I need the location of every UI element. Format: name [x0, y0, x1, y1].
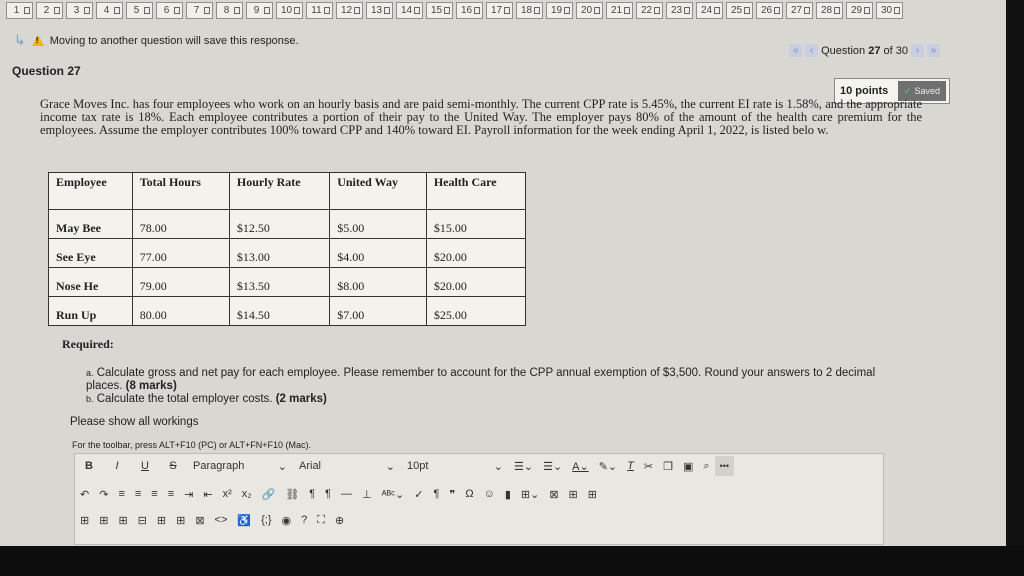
spellcheck-icon[interactable]: ᴬᴮᶜ⌄	[381, 488, 405, 501]
question-nav-button[interactable]: 15	[426, 2, 453, 19]
question-nav-button[interactable]: 5	[126, 2, 153, 19]
table-header: United Way	[330, 173, 427, 210]
table-cell: See Eye	[49, 239, 133, 268]
first-question-icon[interactable]: «	[789, 44, 802, 57]
question-nav-button[interactable]: 30	[876, 2, 903, 19]
table-cell: 80.00	[132, 297, 229, 326]
last-question-icon[interactable]: »	[927, 44, 940, 57]
font-select[interactable]: Arial ⌄	[299, 460, 395, 473]
chevron-down-icon: ⌄	[277, 460, 287, 473]
table-delete-row-icon[interactable]: ⊞	[118, 514, 128, 527]
table-header: Health Care	[426, 173, 525, 210]
table-header: Employee	[49, 173, 133, 210]
table-cell: $4.00	[330, 239, 427, 268]
rtl-icon[interactable]: ¶	[325, 488, 332, 500]
question-nav-button[interactable]: 18	[516, 2, 543, 19]
required-label: Required:	[62, 337, 114, 351]
question-pager	[789, 44, 940, 57]
table-cell: $14.50	[229, 297, 329, 326]
save-notice	[14, 32, 299, 49]
question-nav-button[interactable]: 27	[786, 2, 813, 19]
table-cell: $13.00	[229, 239, 329, 268]
subscript-icon[interactable]: x₂	[241, 488, 252, 500]
variable-icon[interactable]: {;}	[261, 514, 272, 526]
points-value: 10 points	[840, 85, 889, 97]
table-row	[49, 297, 526, 326]
table-grid-icon[interactable]: ⊞	[568, 488, 578, 501]
table-row-above-icon[interactable]: ⊞	[80, 514, 90, 527]
flag-box-icon	[834, 7, 840, 14]
code-icon[interactable]: <>	[214, 514, 228, 526]
table-cell: $20.00	[426, 239, 525, 268]
question-nav-button[interactable]: 22	[636, 2, 663, 19]
question-nav-button[interactable]: 29	[846, 2, 873, 19]
strikethrough-button[interactable]: S	[169, 460, 177, 472]
table-header: Total Hours	[132, 173, 229, 210]
undo-icon[interactable]: ↶	[80, 488, 90, 501]
copy-icon[interactable]: ❐	[663, 460, 673, 473]
paragraph-select[interactable]: Paragraph ⌄	[193, 460, 287, 473]
table-col-after-icon[interactable]: ⊞	[156, 514, 167, 527]
question-nav-button[interactable]: 3	[66, 2, 93, 19]
question-nav-button[interactable]: 1	[6, 2, 33, 19]
warning-icon: !	[32, 35, 44, 46]
fullscreen-icon[interactable]: ⛶	[317, 513, 325, 526]
question-nav-button[interactable]: 8	[216, 2, 243, 19]
question-nav-button[interactable]: 19	[546, 2, 573, 19]
table-cell: $15.00	[426, 210, 525, 239]
flag-box-icon	[564, 7, 570, 14]
rich-text-editor[interactable]	[74, 453, 884, 545]
question-nav-button[interactable]: 23	[666, 2, 693, 19]
more-options-button[interactable]: •••	[715, 456, 734, 476]
requirements-list	[86, 367, 886, 406]
justify-icon[interactable]: ≡	[167, 488, 175, 500]
flag-box-icon	[204, 7, 210, 14]
add-icon[interactable]: ⊕	[334, 514, 345, 527]
flag-box-icon	[624, 7, 630, 14]
check-icon[interactable]: ✓	[414, 488, 424, 501]
table-icon[interactable]: ⊞⌄	[520, 488, 540, 501]
question-nav-button[interactable]: 13	[366, 2, 393, 19]
flag-box-icon	[504, 7, 510, 14]
question-title: Question 27	[12, 64, 81, 78]
table-cell: May Bee	[49, 210, 133, 239]
flag-box-icon	[714, 7, 720, 14]
question-nav-button[interactable]: 10	[276, 2, 303, 19]
table-cols-icon[interactable]: ⊞	[587, 488, 597, 501]
table-cell: Run Up	[49, 297, 133, 326]
flag-box-icon	[174, 7, 180, 14]
table-row	[49, 210, 526, 239]
question-nav-button[interactable]: 4	[96, 2, 123, 19]
flag-box-icon	[384, 7, 390, 14]
question-nav-button[interactable]: 6	[156, 2, 183, 19]
align-left-icon[interactable]: ≡	[118, 488, 125, 500]
table-row-below-icon[interactable]: ⊞	[99, 514, 109, 527]
table-cell: $12.50	[229, 210, 329, 239]
question-nav-button[interactable]: 14	[396, 2, 423, 19]
flag-box-icon	[474, 7, 480, 14]
table-cell: $8.00	[330, 268, 427, 297]
redo-icon[interactable]: ↷	[99, 488, 109, 501]
return-arrow-icon: ↳	[14, 32, 26, 48]
table-row	[49, 268, 526, 297]
paste-icon[interactable]: ▣	[682, 460, 694, 473]
question-nav-button[interactable]: 7	[186, 2, 213, 19]
bookmark-icon[interactable]: ▮	[504, 488, 511, 501]
question-nav-button[interactable]: 12	[336, 2, 363, 19]
question-nav-button[interactable]: 28	[816, 2, 843, 19]
table-cell-icon[interactable]: ⊠	[195, 514, 205, 527]
flag-box-icon	[774, 7, 780, 14]
saved-badge: ✓ Saved	[898, 81, 946, 101]
question-nav-button[interactable]: 21	[606, 2, 633, 19]
table-cell: Nose He	[49, 268, 133, 297]
flag-box-icon	[144, 7, 150, 14]
flag-box-icon	[594, 7, 600, 14]
pager-label: Question 27 of 30	[821, 44, 908, 57]
show-workings-text: Please show all workings	[70, 416, 199, 428]
bullet-list-icon[interactable]: ☰⌄	[514, 460, 534, 473]
table-header: Hourly Rate	[229, 173, 329, 210]
cut-icon[interactable]: ✂	[643, 460, 654, 473]
table-cell: $7.00	[330, 297, 427, 326]
screen-bezel	[0, 546, 1024, 576]
emoji-icon[interactable]: ☺	[483, 488, 495, 500]
search-icon[interactable]: ⌕	[703, 459, 710, 472]
horizontal-rule-icon[interactable]: —	[341, 488, 353, 500]
toolbar-hint: For the toolbar, press ALT+F10 (PC) or ALT+FN+F10 (Mac).	[72, 440, 312, 450]
flag-box-icon	[354, 7, 360, 14]
save-notice-text: Moving to another question will save this response.	[49, 34, 299, 47]
table-cell: 79.00	[132, 268, 229, 297]
anchor-icon[interactable]: ⊥	[362, 488, 372, 501]
indent-icon[interactable]: ⇥	[184, 488, 194, 501]
table-delete-icon[interactable]: ⊠	[549, 488, 559, 501]
chevron-down-icon: ⌄	[385, 460, 395, 473]
flag-box-icon	[234, 7, 240, 14]
question-nav-button[interactable]: 26	[756, 2, 783, 19]
flag-box-icon	[804, 7, 810, 14]
flag-box-icon	[534, 7, 540, 14]
requirement-a: a. Calculate gross and net pay for each employee. Please remember to account for the CPP annual exemption of $3,500. Round your answers to 2 decimal places. (8 marks)	[86, 367, 876, 392]
accessibility-icon[interactable]: ♿	[237, 514, 252, 527]
flag-box-icon	[444, 7, 450, 14]
clear-format-icon[interactable]: T	[627, 460, 634, 472]
bold-button[interactable]: B	[85, 460, 93, 472]
flag-box-icon	[324, 7, 330, 14]
help-icon[interactable]: ?	[301, 514, 308, 526]
numbered-list-icon[interactable]: ☰⌄	[543, 460, 563, 473]
align-center-icon[interactable]: ≡	[134, 488, 142, 500]
highlight-color-icon[interactable]: ✎⌄	[598, 460, 618, 473]
flag-box-icon	[84, 7, 90, 14]
flag-box-icon	[264, 7, 270, 14]
question-nav-button[interactable]: 2	[36, 2, 63, 19]
question-nav-button[interactable]: 25	[726, 2, 753, 19]
question-nav-button[interactable]: 16	[456, 2, 483, 19]
italic-button[interactable]: I	[115, 460, 119, 472]
flag-box-icon	[744, 7, 750, 14]
flag-box-icon	[54, 7, 60, 14]
preview-icon[interactable]: ◉	[281, 514, 292, 527]
underline-button[interactable]: U	[141, 460, 149, 472]
outdent-icon[interactable]: ⇤	[203, 488, 213, 501]
table-row	[49, 239, 526, 268]
question-nav-button[interactable]: 17	[486, 2, 513, 19]
table-cell: $5.00	[330, 210, 427, 239]
question-text: Grace Moves Inc. has four employees who work on an hourly basis and are paid semi-monthly. The current CPP rate is 5.45%, the current EI rate is 1.58%, and the appropriate income tax rate is 18%. Each employee contributes a portion of their pay to the United Way. The employer pays 80% of the amount of the health care premium for the employees. Assume the employer contributes 100% toward CPP and 140% toward EI. Payroll information for the week ending April 1, 2022, is listed belo w.	[40, 97, 922, 137]
text-color-icon[interactable]: A⌄	[572, 460, 589, 473]
superscript-icon[interactable]: x²	[222, 488, 232, 500]
paragraph-mark-icon[interactable]: ¶	[433, 488, 440, 500]
table-cell: 77.00	[132, 239, 229, 268]
screen-edge	[1006, 0, 1024, 576]
requirement-b: b. Calculate the total employer costs. (2 marks)	[86, 393, 327, 405]
link-icon[interactable]: 🔗	[261, 488, 276, 501]
flag-box-icon	[654, 7, 660, 14]
table-cell: $25.00	[426, 297, 525, 326]
question-nav-button[interactable]: 11	[306, 2, 333, 19]
question-nav-button[interactable]: 24	[696, 2, 723, 19]
question-nav-button[interactable]: 20	[576, 2, 603, 19]
payroll-table	[48, 172, 526, 326]
align-right-icon[interactable]: ≡	[151, 488, 158, 500]
chevron-down-icon: ⌄	[493, 460, 503, 473]
flag-box-icon	[294, 7, 300, 14]
flag-box-icon	[24, 7, 30, 14]
table-delete-col-icon[interactable]: ⊞	[176, 514, 186, 527]
question-nav-button[interactable]: 9	[246, 2, 273, 19]
table-cell: 78.00	[132, 210, 229, 239]
quote-icon[interactable]: ❞	[449, 488, 456, 501]
flag-box-icon	[414, 7, 420, 14]
table-header-row	[49, 173, 526, 210]
flag-box-icon	[864, 7, 870, 14]
table-cell: $13.50	[229, 268, 329, 297]
omega-icon[interactable]: Ω	[465, 488, 474, 500]
ltr-icon[interactable]: ¶	[309, 488, 316, 500]
flag-box-icon	[894, 7, 900, 14]
check-icon: ✓	[903, 85, 912, 96]
font-size-select[interactable]: 10pt ⌄	[407, 460, 503, 473]
table-col-before-icon[interactable]: ⊟	[137, 514, 147, 527]
previous-question-icon[interactable]: ‹	[805, 44, 818, 57]
question-navigator	[6, 2, 903, 19]
flag-box-icon	[114, 7, 120, 14]
unlink-icon[interactable]: ⛓	[285, 488, 300, 501]
flag-box-icon	[684, 7, 690, 14]
table-cell: $20.00	[426, 268, 525, 297]
next-question-icon[interactable]: ›	[911, 44, 924, 57]
